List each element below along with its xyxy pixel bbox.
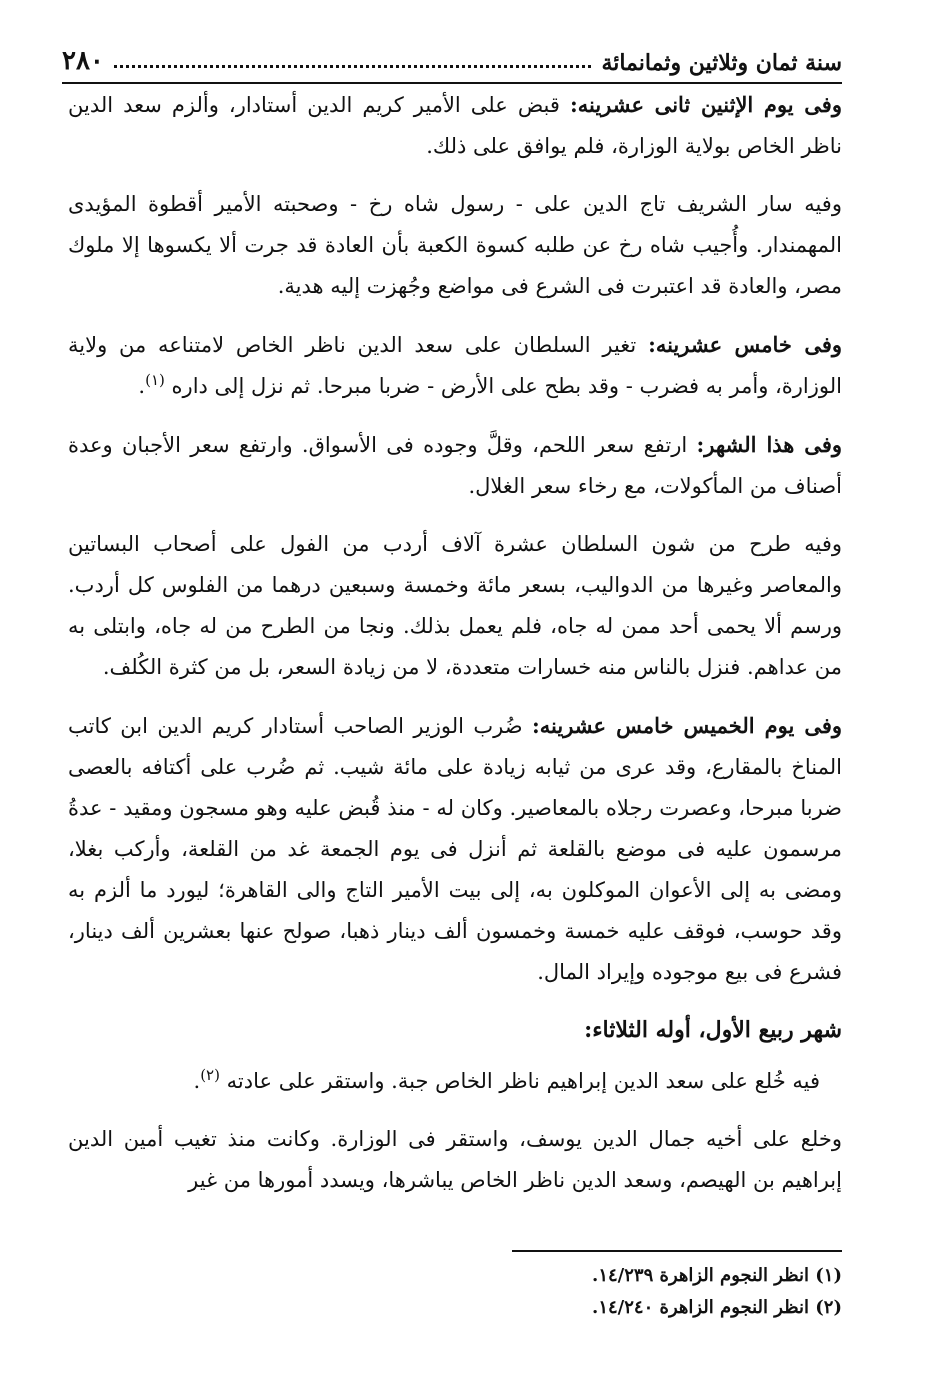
paragraph-text: وفيه سار الشريف تاج الدين على - رسول شاه رخ - وصحبته الأمير أقطوة المؤيدى المهمندار. وأُجيب شاه رخ عن طلبه كسوة الكعبة بأن العادة قد جرت ألا يكسوها إلا ملوك مصر، والعادة قد اعتبرت فى الشرع فى مواضع وجُهزت إليه هدية. [68,192,842,298]
paragraph-text: قبض على الأمير كريم الدين أستادار، وألزم سعد الدين ناظر الخاص بولاية الوزارة، فلم يوافق على ذلك. [68,93,842,158]
paragraph-text: ارتفع سعر اللحم، وقلَّ وجوده فى الأسواق. وارتفع سعر الأجبان وعدة أصناف من المأكولات، مع رخاء سعر الغلال. [68,433,842,498]
footnotes [300,1260,842,1324]
paragraph [68,324,842,407]
paragraph [68,1119,842,1201]
paragraph-text: فيه خُلع على سعد الدين إبراهيم ناظر الخاص جبة. واستقر على عادته [226,1069,820,1093]
page-header [62,36,842,84]
header-dotted-leader [114,65,592,68]
footnote-reference[interactable]: (١) [145,371,165,389]
footnote-divider [512,1250,842,1252]
paragraph-tail: . [138,374,146,398]
paragraph-text: وخلع على أخيه جمال الدين يوسف، واستقر فى الوزارة. وكانت منذ تغيب أمين الدين إبراهيم بن الهيصم، وسعد الدين ناظر الخاص يباشرها، ويسدد أمورها من غير [68,1127,842,1192]
paragraph [68,84,842,167]
paragraph-tail: . [193,1069,201,1093]
paragraph-lead: وفى يوم الخميس خامس عشرينه: [532,713,843,738]
paragraph-text: تغير السلطان على سعد الدين ناظر الخاص لامتناعه من ولاية الوزارة، وأمر به فضرب - وقد بطح على الأرض - ضربا مبرحا. ثم نزل إلى داره [68,333,842,398]
paragraph-lead: وفى خامس عشرينه: [648,332,843,357]
paragraph-lead: وفى يوم الإثنين ثانى عشرينه: [569,92,842,117]
paragraph-text: وفيه طرح من شون السلطان عشرة آلاف أردب من الفول على أصحاب البساتين والمعاصر وغيرها من الدواليب، بسعر مائة وخمسة وسبعين درهما من الفلوس كل أردب. ورسم ألا يحمى أحد ممن له جاه، فلم يعمل بذلك. ونجا من الطرح من له جاه، وابتلى به من عداهم. فنزل بالناس منه خسارات متعددة، لا من زيادة السعر، بل من كثرة الكُلف. [68,532,842,679]
paragraph [68,184,842,307]
section-heading: شهر ربيع الأول، أوله الثلاثاء: [584,1017,842,1043]
page-body [68,84,842,1218]
paragraph [68,424,842,507]
footnote: (١) انظر النجوم الزاهرة ١٤/٢٣٩. [592,1265,842,1286]
paragraph-text: ضُرب الوزير الصاحب أستادار كريم الدين ابن كاتب المناخ بالمقارع، وقد عرى من ثيابه زيادة على مائة شيب. ثم ضُرب على أكتافه بالعصى ضربا مبرحا، وعصرت رجلاه بالمعاصير. وكان له - منذ قُبض عليه وهو مسجون ومقيد - عدةُ مرسمون عليه فى موضع بالقلعة ثم أنزل فى يوم الجمعة غد من القلعة، وأركب بغلا، ومضى به إلى الأعوان الموكلون به، إلى بيت الأمير التاج والى القاهرة؛ ليورد ما ألزم به وقد حوسب، فوقف عليه خمسة وخمسون ألف دينار ذهبا، صولح عنها بعشرين ألف دينار، فشرع فى بيع موجوده وإيراد المال. [68,714,842,984]
paragraph [68,524,842,688]
footnote-reference[interactable]: (٢) [200,1066,220,1084]
running-head: سنة ثمان وثلاثين وثمانمائة [601,50,842,76]
page-number: ٢٨٠ [62,46,104,76]
footnote: (٢) انظر النجوم الزاهرة ١٤/٢٤٠. [592,1297,842,1318]
paragraph [68,1061,842,1102]
paragraph [68,705,842,993]
paragraph-lead: وفى هذا الشهر: [696,432,842,457]
